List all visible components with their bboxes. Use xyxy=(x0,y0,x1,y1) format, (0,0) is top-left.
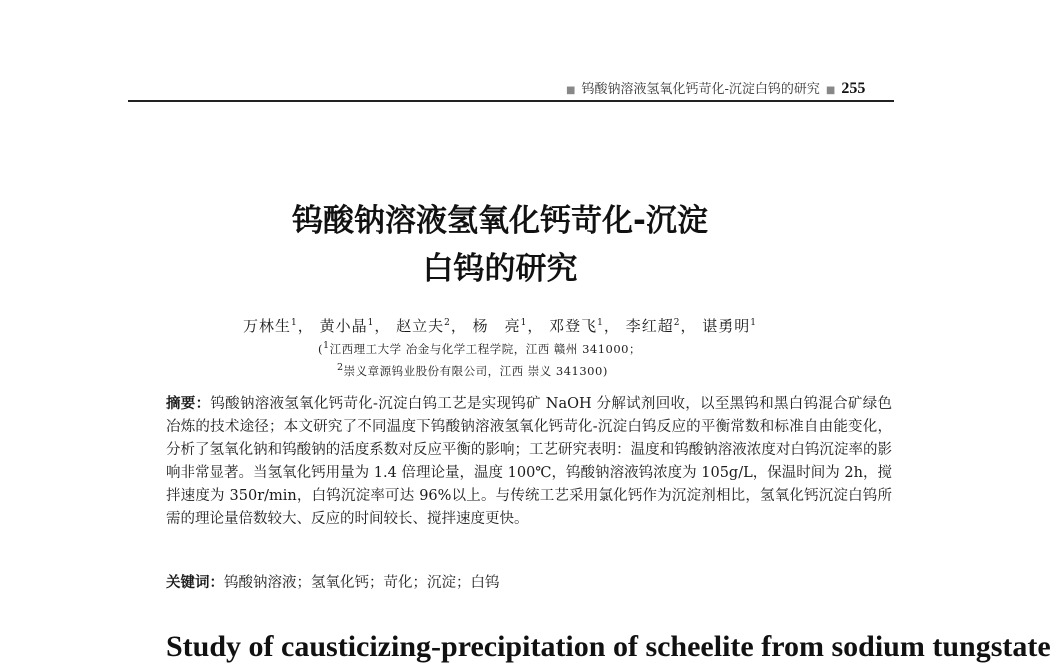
author-list: 万林生$^1$， 黄小晶$^1$， 赵立夫$^2$， 杨 亮$^1$， 邓登飞$^1$， 李红超$^2$， 谌勇明$^1$ xyxy=(243,317,757,335)
keywords xyxy=(166,572,892,595)
english-title-partial: Study of causticizing-precipitation of scheelite from sodium tungstate xyxy=(166,630,1051,663)
author: 李红超$^2$ xyxy=(625,317,681,335)
article-title-line-1: 钨酸钠溶液氢氧化钙苛化-沉淀 xyxy=(292,203,708,239)
author: 谌勇明$^1$ xyxy=(702,317,757,335)
author: 杨 亮$^1$ xyxy=(472,317,528,335)
header-bullet-icon: ■ xyxy=(566,85,576,96)
abstract xyxy=(166,393,892,531)
keywords-text: 钨酸钠溶液；氢氧化钙；苛化；沉淀；白钨 xyxy=(224,575,500,591)
keywords-label: 关键词： xyxy=(166,575,224,591)
author: 邓登飞$^1$ xyxy=(549,317,604,335)
article-title-line-2: 白钨的研究 xyxy=(422,251,578,287)
page-number: 255 xyxy=(841,80,866,97)
abstract-label: 摘要： xyxy=(166,396,211,412)
header-bullet-icon: ■ xyxy=(825,85,836,96)
author: 万林生$^1$ xyxy=(243,317,298,335)
running-title: 钨酸钠溶液氢氧化钙苛化-沉淀白钨的研究 xyxy=(581,82,820,97)
abstract-text: 钨酸钠溶液氢氧化钙苛化-沉淀白钨工艺是实现钨矿 NaOH 分解试剂回收，以至黑钨和黑白钨混合矿绿色冶炼的技术途径；本文研究了不同温度下钨酸钠溶液氢氧化钙苛化-沉淀白钨反应的平衡常数和标准自由能变化，分析了氢氧化钠和钨酸钠的活度系数对反应平衡的影响；工艺研究表明：温度和钨酸钠溶液浓度对白钨沉淀率的影响非常显著。当氢氧化钙用量为 1.4 倍理论量，温度 100℃，钨酸钠溶液钨浓度为 105g/L，保温时间为 2h，搅拌速度为 350r/min，白钨沉淀率可达 96%以上。与传统工艺采用氯化钙作为沉淀剂相比，氢氧化钙沉淀白钨所需的理论量倍数较大、反应的时间较长、搅拌速度更快。 xyxy=(166,396,893,527)
author: 黄小晶$^1$ xyxy=(319,317,375,335)
author: 赵立夫$^2$ xyxy=(396,317,451,335)
affiliation-2: $^2$崇义章源钨业股份有限公司，江西 崇义 341300) xyxy=(337,362,608,378)
header-rule xyxy=(128,100,894,102)
running-header xyxy=(560,78,865,98)
affiliation-1: ($^1$江西理工大学 冶金与化学工程学院，江西 赣州 341000； xyxy=(318,340,641,356)
